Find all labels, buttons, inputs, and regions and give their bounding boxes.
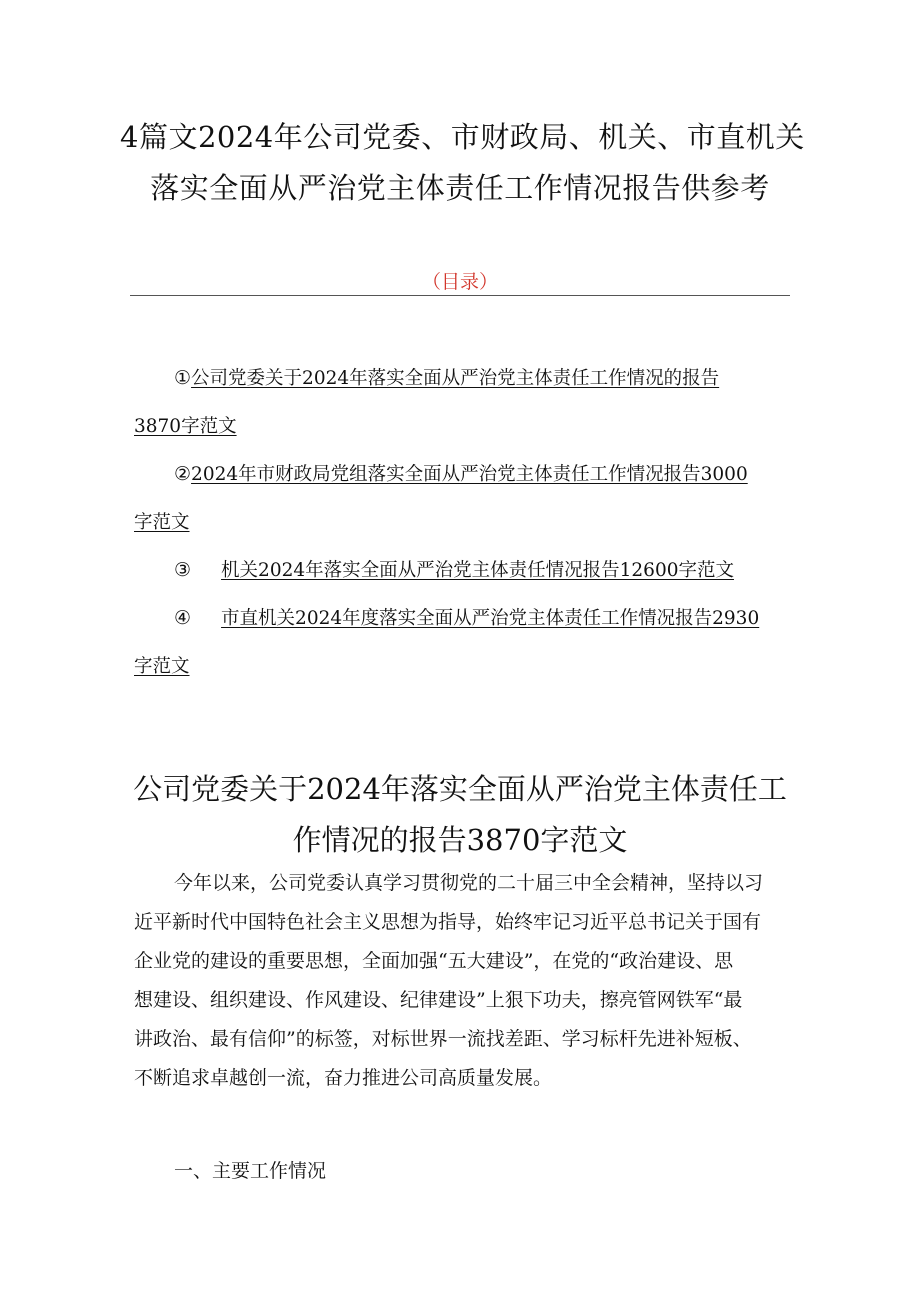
subheading-main-work: 一、主要工作情况 (174, 1160, 327, 1182)
section-title-line-1: 公司党委关于2024年落实全面从严治党主体责任工 (133, 772, 787, 806)
toc-item-2-link[interactable]: 2024年市财政局党组落实全面从严治党主体责任工作情况报告3000 (191, 464, 748, 485)
toc-divider (130, 295, 790, 296)
toc-item-3-link[interactable]: 机关2024年落实全面从严治党主体责任情况报告12600字范文 (221, 560, 734, 581)
body-line: 想建设、组织建设、作风建设、纪律建设”上狠下功夫，擦亮管网铁军“最 (134, 989, 743, 1011)
body-line: 讲政治、最有信仰”的标签，对标世界一流找差距、学习标杆先进补短板、 (134, 1028, 752, 1050)
body-line: 不断追求卓越创一流，奋力推进公司高质量发展。 (134, 1067, 553, 1089)
toc-item-4[interactable] (134, 594, 794, 691)
toc-item-4-link[interactable]: 市直机关2024年度落实全面从严治党主体责任工作情况报告2930 (221, 608, 760, 629)
toc-item-2[interactable] (134, 450, 794, 547)
toc-item-4-link-cont[interactable]: 字范文 (134, 656, 190, 677)
toc-item-4-marker: ④ (174, 607, 192, 629)
toc-item-3-marker: ③ (174, 559, 192, 581)
body-line: 企业党的建设的重要思想，全面加强“五大建设”，在党的“政治建设、思 (134, 950, 734, 972)
toc-item-2-link-cont[interactable]: 字范文 (134, 512, 190, 533)
document-title-line-2: 落实全面从严治党主体责任工作情况报告供参考 (150, 171, 770, 205)
toc-item-2-marker: ② (174, 463, 192, 485)
body-line: 近平新时代中国特色社会主义思想为指导，始终牢记习近平总书记关于国有 (134, 911, 762, 933)
section-title (120, 764, 800, 866)
body-line: 今年以来，公司党委认真学习贯彻党的二十届三中全会精神，坚持以习 (174, 872, 764, 894)
toc-item-1-marker: ① (174, 367, 192, 389)
toc-heading: （目录） (421, 271, 498, 293)
toc-item-1-link-cont[interactable]: 3870字范文 (134, 416, 237, 437)
document-title-line-1: 4篇文2024年公司党委、市财政局、机关、市直机关 (120, 120, 805, 154)
toc-item-1-link[interactable]: 公司党委关于2024年落实全面从严治党主体责任工作情况的报告 (191, 368, 720, 389)
section-title-line-2: 作情况的报告3870字范文 (292, 823, 628, 857)
body-paragraph (134, 864, 788, 1098)
document-title (120, 112, 805, 214)
toc-item-3[interactable] (134, 546, 794, 595)
toc-item-1[interactable] (134, 354, 794, 451)
